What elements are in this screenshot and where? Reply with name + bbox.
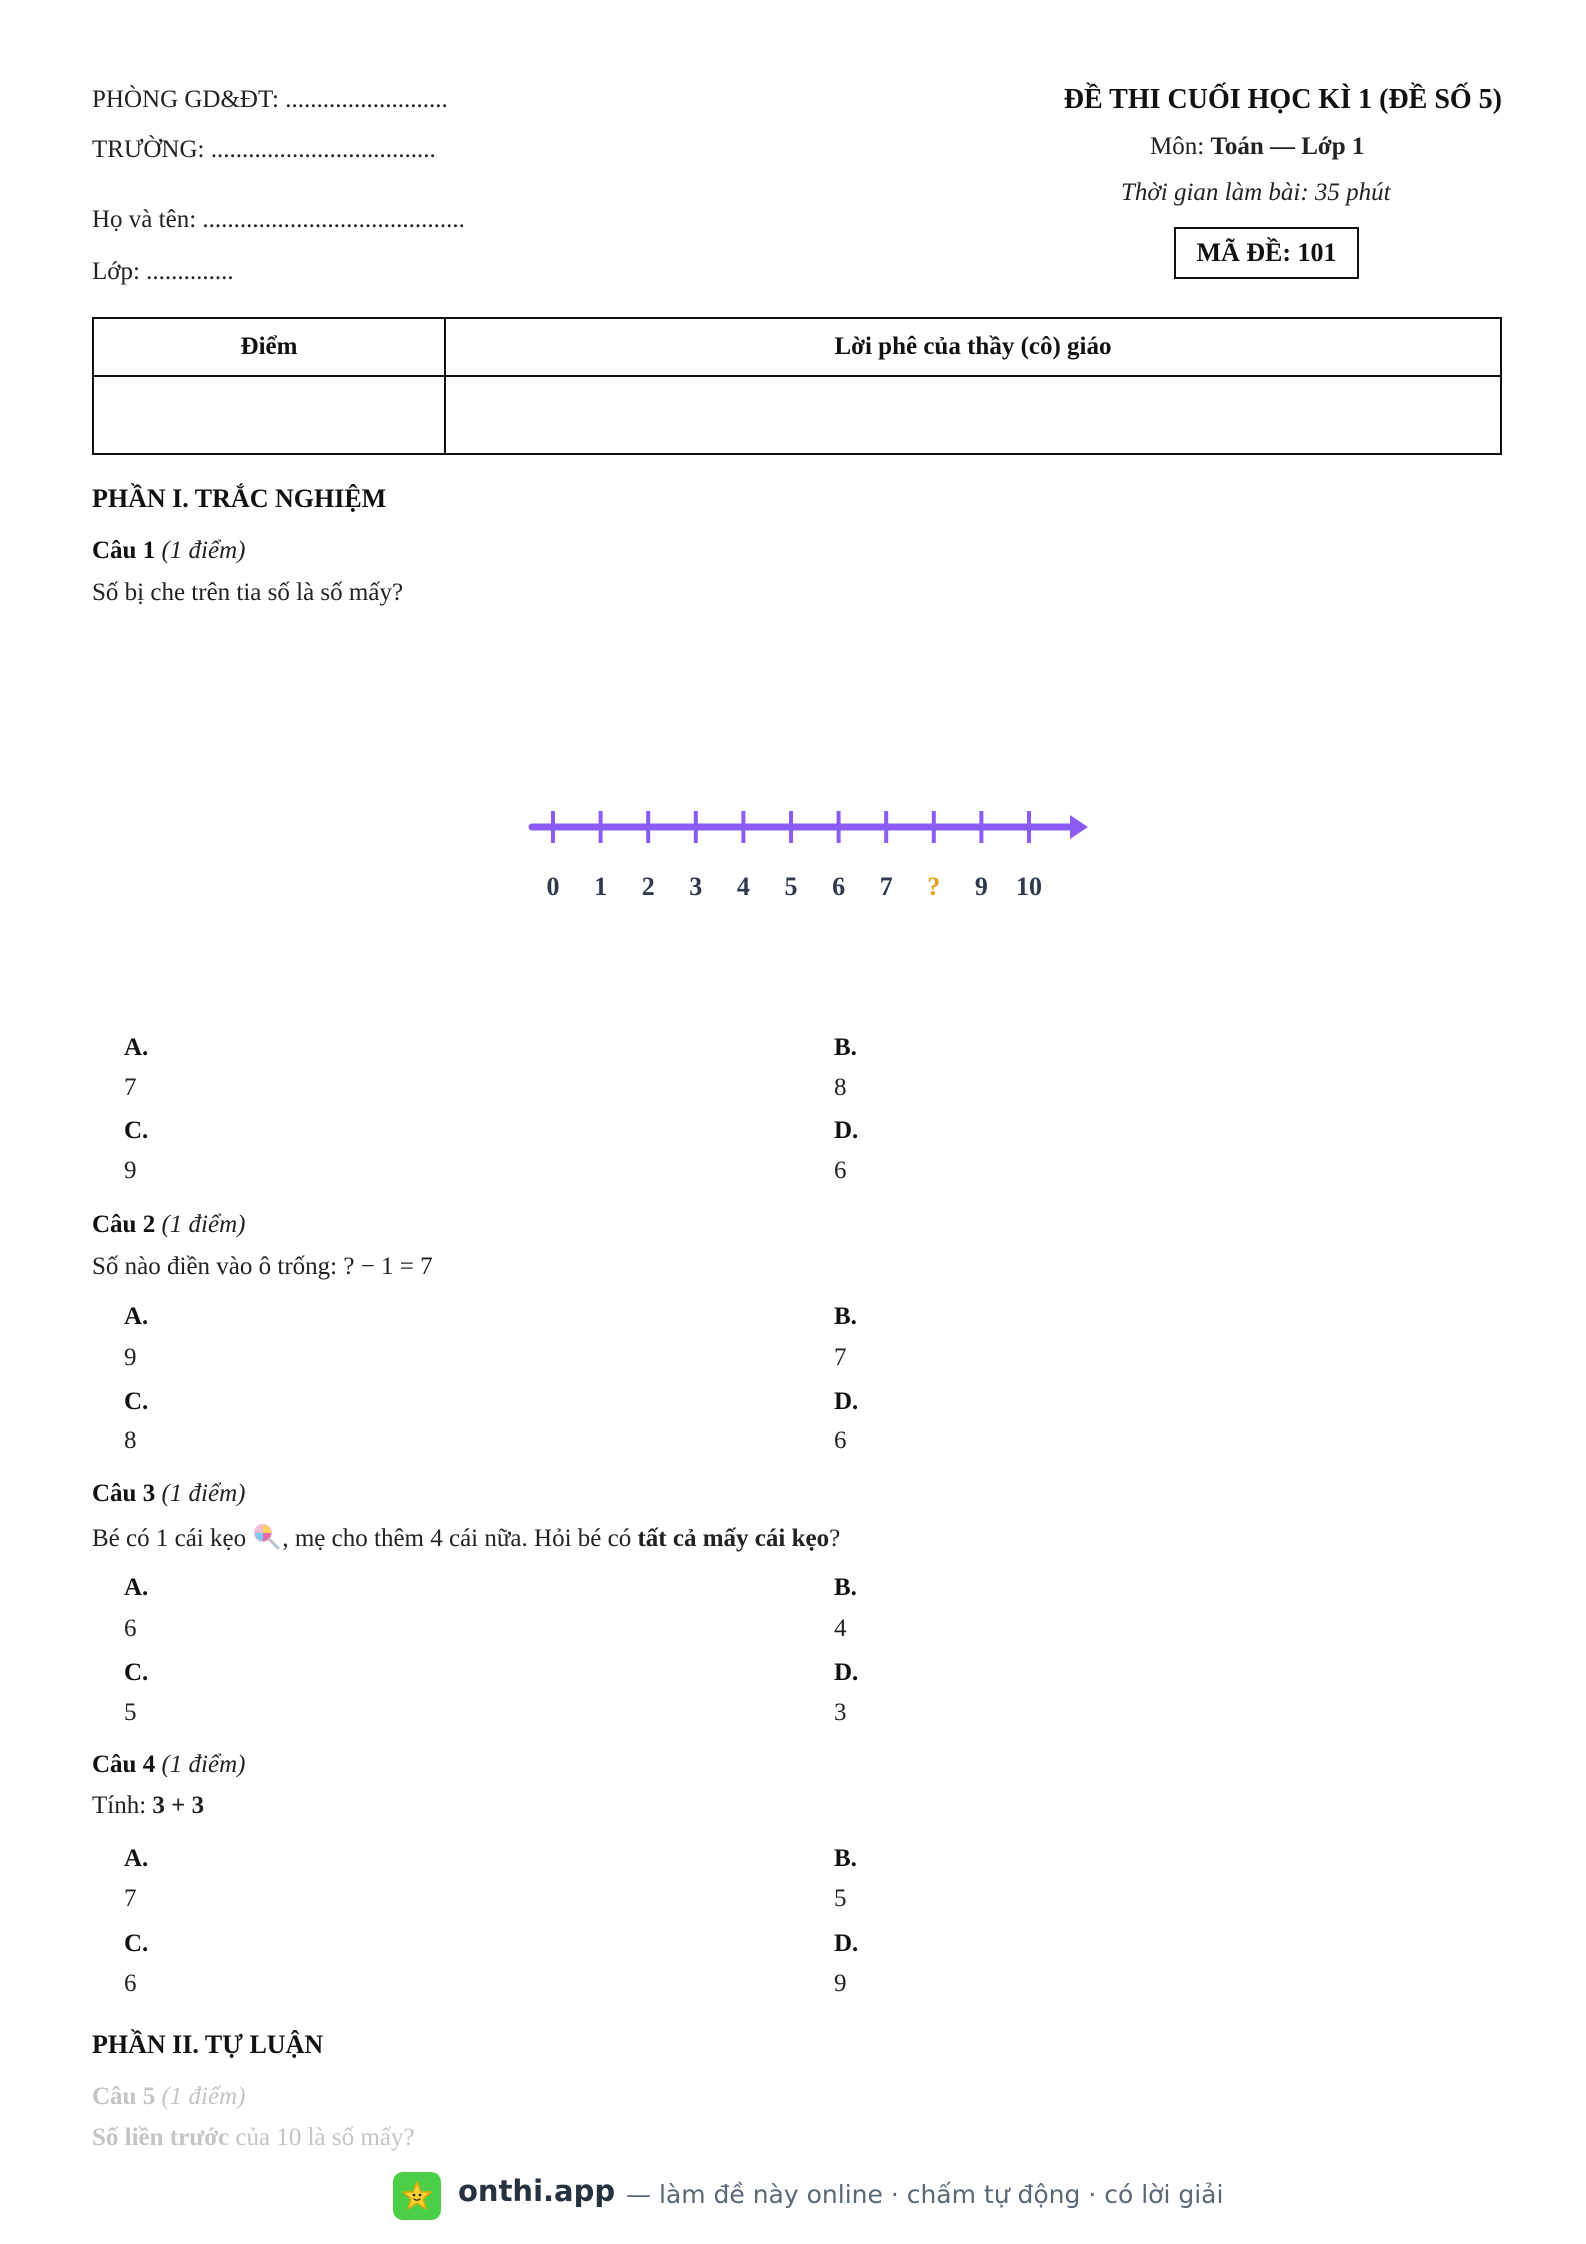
question-4-option-a-letter: A. <box>124 1845 149 1872</box>
question-3-text <box>92 1522 840 1553</box>
question-2-option-d[interactable]: 6 <box>834 1427 847 1454</box>
question-3-option-d-letter: D. <box>834 1659 859 1686</box>
question-1-label: Câu 1 <box>92 537 156 564</box>
question-4-option-b-letter: B. <box>834 1845 857 1872</box>
subject-line <box>1150 133 1364 161</box>
number-line-label: 10 <box>1016 872 1042 901</box>
question-2-option-a-letter: A. <box>124 1303 149 1330</box>
question-4-points: (1 điểm) <box>161 1751 246 1778</box>
question-3-text-pre: Bé có 1 cái kẹo <box>92 1525 253 1552</box>
score-header: Điểm <box>93 318 445 376</box>
question-3-option-c-letter: C. <box>124 1659 149 1686</box>
number-line-label: 4 <box>736 872 750 901</box>
question-2-points: (1 điểm) <box>161 1211 246 1238</box>
question-2-option-b[interactable]: 7 <box>834 1344 847 1371</box>
comment-cell[interactable] <box>445 376 1501 454</box>
onthi-logo[interactable] <box>393 2172 441 2220</box>
question-1-option-c[interactable]: 9 <box>124 1157 137 1184</box>
question-5-text-bold: Số liền trước <box>92 2124 230 2151</box>
comment-header: Lời phê của thầy (cô) giáo <box>445 318 1501 376</box>
question-4-option-a[interactable]: 7 <box>124 1885 137 1912</box>
question-5-points: (1 điểm) <box>161 2083 246 2110</box>
question-3-option-a[interactable]: 6 <box>124 1615 137 1642</box>
question-5-heading <box>92 2083 245 2111</box>
subject-prefix: Môn: <box>1150 133 1211 160</box>
number-line-label: 2 <box>641 872 655 901</box>
question-4-option-c-letter: C. <box>124 1930 149 1957</box>
question-2-option-c[interactable]: 8 <box>124 1427 137 1454</box>
exam-title: ĐỀ THI CUỐI HỌC KÌ 1 (ĐỀ SỐ 5) <box>1063 84 1502 115</box>
lollipop-icon <box>252 1522 282 1550</box>
question-1-heading <box>92 537 245 565</box>
number-line-arrow-icon <box>1070 815 1088 839</box>
number-line <box>520 795 1100 915</box>
question-1-option-a-letter: A. <box>124 1034 149 1061</box>
question-5-label: Câu 5 <box>92 2083 156 2110</box>
question-2-option-a[interactable]: 9 <box>124 1344 137 1371</box>
part2-title: PHẦN II. TỰ LUẬN <box>92 2030 324 2059</box>
question-4-option-b[interactable]: 5 <box>834 1885 847 1912</box>
question-4-option-d-letter: D. <box>834 1930 859 1957</box>
number-line-label: 3 <box>689 872 703 901</box>
question-4-text <box>92 1792 204 1820</box>
subject-value: Toán — Lớp 1 <box>1210 133 1365 160</box>
number-line-label: 1 <box>594 872 608 901</box>
question-2-option-b-letter: B. <box>834 1303 857 1330</box>
brand-name[interactable]: onthi.app <box>458 2174 616 2208</box>
question-2-label: Câu 2 <box>92 1211 156 1238</box>
question-2-option-c-letter: C. <box>124 1388 149 1415</box>
number-line-label: 9 <box>974 872 988 901</box>
score-cell[interactable] <box>93 376 445 454</box>
question-1-option-b[interactable]: 8 <box>834 1074 847 1101</box>
question-5-text <box>92 2124 415 2152</box>
question-3-option-a-letter: A. <box>124 1574 149 1601</box>
class-field: Lớp: .............. <box>92 258 234 285</box>
number-line-label: 0 <box>546 872 560 901</box>
department-field: PHÒNG GD&ĐT: .......................... <box>92 86 448 113</box>
question-3-label: Câu 3 <box>92 1480 156 1507</box>
question-1-option-d-letter: D. <box>834 1117 859 1144</box>
grade-table <box>92 317 1502 455</box>
exam-code-box: MÃ ĐỀ: 101 <box>1174 227 1359 279</box>
question-3-text-bold: tất cả mấy cái kẹo <box>637 1525 830 1552</box>
brand-tagline: — làm đề này online · chấm tự động · có lời giải <box>626 2180 1224 2209</box>
part1-title: PHẦN I. TRẮC NGHIỆM <box>92 484 387 513</box>
question-3-option-d[interactable]: 3 <box>834 1699 847 1726</box>
time-limit: Thời gian làm bài: 35 phút <box>1121 179 1391 206</box>
question-4-text-pre: Tính: <box>92 1792 153 1819</box>
question-1-text: Số bị che trên tia số là số mấy? <box>92 579 404 606</box>
question-1-option-b-letter: B. <box>834 1034 857 1061</box>
student-name-field: Họ và tên: .......................................... <box>92 206 465 233</box>
question-5-text-post: của 10 là số mấy? <box>229 2124 415 2151</box>
question-3-option-b[interactable]: 4 <box>834 1615 847 1642</box>
question-4-option-d[interactable]: 9 <box>834 1970 847 1997</box>
question-3-text-post: ? <box>829 1525 841 1552</box>
question-3-text-mid: , mẹ cho thêm 4 cái nữa. Hỏi bé có <box>282 1525 638 1552</box>
number-line-label: 5 <box>784 872 798 901</box>
question-4-option-c[interactable]: 6 <box>124 1970 137 1997</box>
question-2-heading <box>92 1211 245 1239</box>
question-4-heading <box>92 1751 245 1779</box>
question-1-option-c-letter: C. <box>124 1117 149 1144</box>
number-line-label: 7 <box>879 872 893 901</box>
question-1-option-a[interactable]: 7 <box>124 1074 137 1101</box>
number-line-hidden-label: ? <box>927 872 941 901</box>
question-2-option-d-letter: D. <box>834 1388 859 1415</box>
question-3-heading <box>92 1480 245 1508</box>
star-icon <box>401 2180 433 2212</box>
question-3-option-c[interactable]: 5 <box>124 1699 137 1726</box>
question-1-option-d[interactable]: 6 <box>834 1157 847 1184</box>
question-1-points: (1 điểm) <box>161 537 246 564</box>
question-4-label: Câu 4 <box>92 1751 156 1778</box>
school-field: TRƯỜNG: .................................... <box>92 136 436 163</box>
question-4-expression: 3 + 3 <box>152 1792 205 1819</box>
question-3-option-b-letter: B. <box>834 1574 857 1601</box>
number-line-label: 6 <box>832 872 846 901</box>
question-2-text: Số nào điền vào ô trống: ? − 1 = 7 <box>92 1253 433 1280</box>
question-3-points: (1 điểm) <box>161 1480 246 1507</box>
